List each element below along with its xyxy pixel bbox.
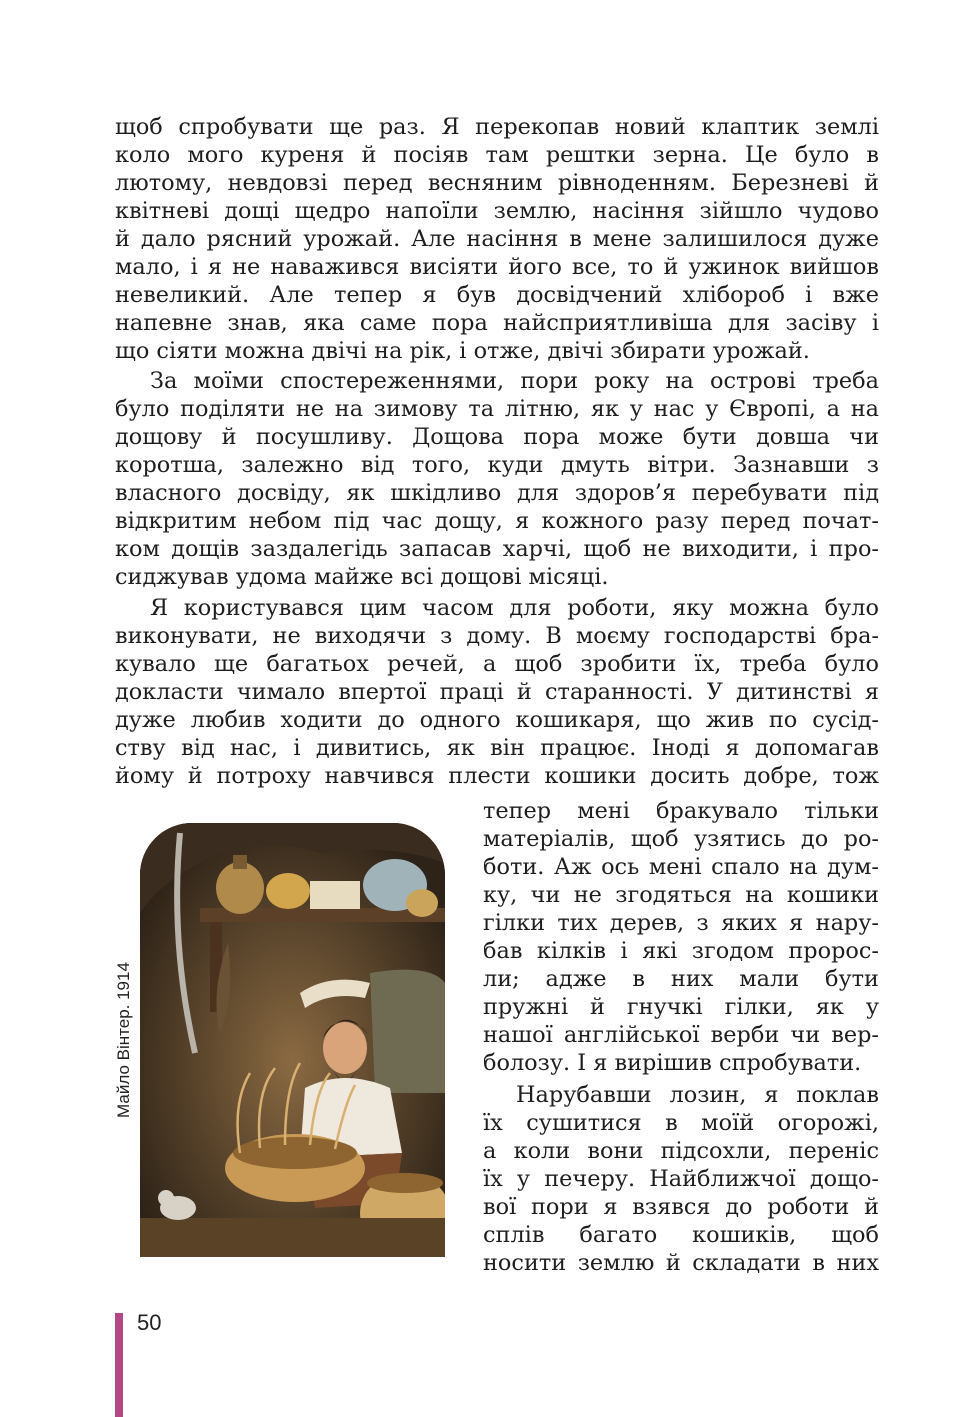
text-line: матеріалів, щоб узятись до ро- <box>483 826 879 852</box>
text-line: болозу. І я вирішив спробувати. <box>483 1050 862 1076</box>
text-line: дуже любив ходити до одного кошикаря, що жив по сусід- <box>115 707 879 733</box>
text-line: бав кілків і які згодом пророс- <box>483 938 879 964</box>
text-line: вої пори я взявся до роботи й <box>483 1194 879 1220</box>
text-line: виконувати, не виходячи з дому. В моєму господарстві бра- <box>115 623 879 649</box>
text-line: лютому, невдовзі перед весняним рівноденням. Березневі й <box>115 170 879 196</box>
text-line: Нарубавши лозин, я поклав <box>516 1082 879 1108</box>
text-line: ли; адже в них мали бути <box>483 966 879 992</box>
text-line: За моїми спостереженнями, пори року на острові треба <box>150 368 879 394</box>
illustration-basket-weaver <box>140 823 445 1257</box>
text-line: ству від нас, і дивитись, як він працює. Іноді я допомагав <box>115 735 879 761</box>
text-line: сиджував удома майже всі дощові місяці. <box>115 564 609 590</box>
text-line: нашої англійської верби чи вер- <box>483 1022 879 1048</box>
text-line: боти. Аж ось мені спало на дум- <box>483 854 879 880</box>
illustration-artwork <box>140 823 445 1257</box>
illustration-caption: Майло Вінтер. 1914 <box>114 962 133 1118</box>
text-line: гілки тих дерев, з яких я нару- <box>483 910 879 936</box>
text-line: було поділяти не на зимову та літню, як у нас у Європі, а на <box>115 396 879 422</box>
text-line: ком дощів заздалегідь запасав харчі, щоб не виходити, і про- <box>115 536 879 562</box>
text-line: мало, і я не наважився висіяти його все, то й ужинок вийшов <box>115 254 879 280</box>
text-line: квітневі дощі щедро напоїли землю, насіння зійшло чудово <box>115 198 879 224</box>
text-line: докласти чимало впертої праці й старанності. У дитинстві я <box>115 679 879 705</box>
text-line: коротша, залежно від того, куди дмуть вітри. Зазнавши з <box>115 452 879 478</box>
page-number: 50 <box>137 1310 162 1335</box>
text-line: кувало ще багатьох речей, а щоб зробити їх, треба було <box>115 651 879 677</box>
text-line: сплів багато кошиків, щоб <box>483 1222 879 1248</box>
text-line: пружні й гнучкі гілки, як у <box>483 994 879 1020</box>
text-line: напевне знав, яка саме пора найсприятливіша для засіву і <box>115 310 879 336</box>
text-line: їх сушитися в моїй огорожі, <box>483 1110 879 1136</box>
text-line: й дало рясний урожай. Але насіння в мене залишилося дуже <box>115 226 879 252</box>
text-line: що сіяти можна двічі на рік, і отже, двічі збирати урожай. <box>115 338 810 364</box>
text-line: їх у печеру. Найближчої дощо- <box>483 1166 879 1192</box>
text-line: тепер мені бракувало тільки <box>483 798 879 824</box>
text-line: а коли вони підсохли, переніс <box>483 1138 879 1164</box>
page-accent-bar <box>115 1313 123 1417</box>
text-line: йому й потроху навчився плести кошики досить добре, тож <box>115 763 879 789</box>
text-line: відкритим небом під час дощу, я кожного разу перед почат- <box>115 508 879 534</box>
text-line: носити землю й складати в них <box>483 1250 879 1276</box>
text-line: Я користувався цим часом для роботи, яку можна було <box>150 595 879 621</box>
text-line: коло мого куреня й посіяв там рештки зерна. Це було в <box>115 142 879 168</box>
text-line: власного досвіду, як шкідливо для здоров’я перебувати під <box>115 480 879 506</box>
text-line: ку, чи не згодяться на кошики <box>483 882 879 908</box>
text-line: дощову й посушливу. Дощова пора може бути довша чи <box>115 424 879 450</box>
text-line: невеликий. Але тепер я був досвідчений хлібороб і вже <box>115 282 879 308</box>
text-line: щоб спробувати ще раз. Я перекопав новий клаптик землі <box>115 114 879 140</box>
